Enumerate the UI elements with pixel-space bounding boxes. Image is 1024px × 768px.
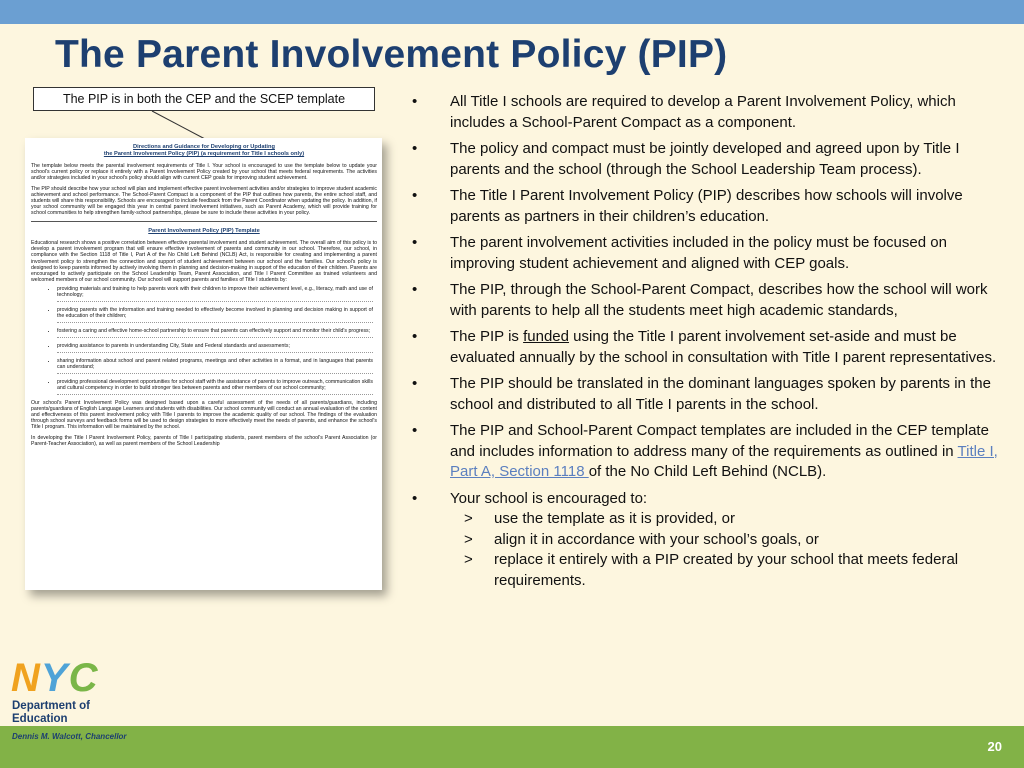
logo-department-text (12, 700, 90, 725)
sub-item (450, 530, 1002, 551)
doc-paragraph-3: Educational research shows a positive correlation between effective parental involvement and student achievement. The overall aim of this policy is to develop a parent involvement program that will ensure effective involvement of parents and community in our school. Therefore, our school, in compliance with the Section 1118 of Title I, Part A of the No Child Left Behind (NCLB) Act, is responsible for creating and implementing a parent involvement policy to strengthen the connection and support of student achievement between our school and the families. Our school's policy is designed to keep parents informed by actively involving them in planning and decision-making in support of the education of their children. Parents are encouraged to actively participate on the School Leadership Team, Parent Association, and Title I Parent Committee as trained volunteers and welcomed members of our school community. Our school will support parents and families of Title I students by: (31, 240, 377, 283)
nyc-letter-n: N (11, 656, 41, 700)
logo-chancellor: Dennis M. Walcott, Chancellor (12, 732, 127, 741)
bullet-text: All Title I schools are required to develop a Parent Involvement Policy, which includes a School-Parent Compact as a component. (450, 93, 956, 131)
bullet-text: using the Title I parent involvement set-aside and must be evaluated annually by the school in consultation with Title I parent representatives. (450, 328, 997, 366)
bullet-item (412, 374, 1002, 415)
sub-marker: > (464, 551, 473, 568)
doc-paragraph-5: In developing the Title I Parent Involvement Policy, parents of Title I participating students, parent members of the school's Parent Association (or Parent-Teacher Association), as well as parent members of the School Leadership (31, 435, 377, 448)
nyc-doe-logo (8, 657, 130, 747)
sub-list (450, 509, 1002, 591)
bullet-item (412, 489, 1002, 592)
bullet-text: The PIP, through the School-Parent Compact, describes how the school will work with parents to help all the students meet high academic standards, (450, 281, 988, 319)
bullet-marker: • (412, 140, 418, 157)
bullet-text: The parent involvement activities included in the policy must be focused on improving student achievement and aligned with CEP goals. (450, 234, 947, 272)
bullet-item (412, 421, 1002, 483)
bullet-text: The PIP should be translated in the dominant languages spoken by parents in the school and distributed to all Title I parents in the school. (450, 375, 991, 413)
bullet-text: Your school is encouraged to: (450, 489, 648, 507)
bullet-text: The PIP and School-Parent Compact templates are included in the CEP template and includes information to address many of the requirements as outlined in (450, 422, 989, 460)
top-bar (0, 0, 1024, 24)
logo-department: Department of (12, 700, 90, 712)
sub-item-text: align it in accordance with your school’s goals, or (494, 530, 819, 548)
doc-paragraph-2: The PIP should describe how your school will plan and implement effective parent involvement activities and/or strategies to improve student academic achievement and school performance. The School-Parent Compact is a component of the PIP that outlines how parents, the entire school staff, and students will share this responsibility. Schools are encouraged to include feedback from the Parent Coordinator when updating the policy. In addition, if your school community will be engaged this year in central parent involvement initiatives, such as Parent Academy, which will provide training for school communities to help strengthen family-school partnerships, please be sure to include these activities in your policy. (31, 186, 377, 217)
doc-paragraph-1: The template below meets the parental involvement requirements of Title I. Your school is encouraged to use the template below to update your school's current policy or replace it entirely with a Parent Involvement Policy created by your school that meets federal requirements. The activities and/or strategies included in your school's policy should align with current CEP goals for improving student achievement. (31, 163, 377, 182)
bottom-bar (0, 726, 1024, 768)
bullet-item (412, 327, 1002, 368)
sub-item-text: replace it entirely with a PIP created by your school that meets federal requirements. (494, 551, 959, 589)
nyc-logo-mark (11, 657, 98, 699)
slide-title: The Parent Involvement Policy (PIP) (55, 33, 728, 76)
sub-item (450, 550, 1002, 591)
bullet-marker: • (412, 328, 418, 345)
bullet-item (412, 186, 1002, 227)
doc-divider (31, 221, 377, 222)
bullet-marker: • (412, 281, 418, 298)
title-i-section-1118-link[interactable]: Title I, Part A, Section 1118 (450, 442, 998, 480)
doc-heading-1: Directions and Guidance for Developing or Updating (133, 144, 275, 150)
sub-item (450, 509, 1002, 530)
bullet-marker: • (412, 187, 418, 204)
bullet-item (412, 92, 1002, 133)
doc-template-heading: Parent Involvement Policy (PIP) Template (148, 228, 260, 235)
doc-heading-2: the Parent Involvement Policy (PIP) (a requirement for Title I schools only) (103, 151, 305, 157)
bullet-marker: • (412, 375, 418, 392)
bullet-item (412, 139, 1002, 180)
nyc-letter-c: C (68, 656, 99, 700)
doc-list-item: • sharing information about school and parent related programs, meetings and other activities in a format, and in languages that parents can understand; (57, 358, 377, 374)
doc-list-item: • providing professional development opportunities for school staff with the assistance of parents to improve outreach, communication skills and cultural competency in order to build stronger ties between parents and other members of our school community; (57, 379, 377, 395)
doc-list-item: • fostering a caring and effective home-school partnership to ensure that parents can effectively support and monitor their child's progress; (57, 328, 377, 338)
bullet-marker: • (412, 422, 418, 439)
funded-text: funded (523, 328, 569, 345)
doc-paragraph-4: Our school's Parent Involvement Policy was designed based upon a careful assessment of the needs of all parents/guardians, including parents/guardians of English Language Learners and students with disabilities. Our school community will conduct an annual evaluation of the content and effectiveness of this parent involvement policy with Title I parents to improve the academic quality of our school. The findings of the evaluation through school surveys and feedback forms will be used to design strategies to more effectively meet the needs of parents, and enhance the school's Title I program. This information will be maintained by the school. (31, 400, 377, 431)
bullet-text: The Title I Parent Involvement Policy (PIP) describes how schools will involve parents as partners in their children’s education. (450, 187, 963, 225)
bullet-marker: • (412, 93, 418, 110)
doc-list-item: • providing parents with the information and training needed to effectively become involved in planning and decision making in support of the education of their children; (57, 307, 377, 323)
doc-list (31, 286, 377, 395)
doc-list-item: • providing assistance to parents in understanding City, State and Federal standards and assessments; (57, 343, 377, 353)
bullet-text: of the No Child Left Behind (NCLB). (588, 463, 827, 480)
bullet-text: The policy and compact must be jointly developed and agreed upon by Title I parents and the school (through the School Leadership Team process). (450, 140, 960, 178)
bullet-text: The PIP is (450, 328, 524, 345)
page-number: 20 (987, 739, 1002, 754)
sub-marker: > (464, 510, 473, 527)
logo-education: Education (12, 712, 68, 725)
bullet-list (412, 92, 1002, 597)
doc-list-item: • providing materials and training to help parents work with their children to improve their achievement level, e.g., literacy, math and use of technology; (57, 286, 377, 302)
nyc-letter-y: Y (40, 656, 69, 700)
bullet-marker: • (412, 489, 418, 507)
bullet-marker: • (412, 234, 418, 251)
document-thumbnail (25, 138, 382, 590)
sub-item-text: use the template as it is provided, or (494, 510, 735, 527)
bullet-item (412, 233, 1002, 274)
bullet-item (412, 280, 1002, 321)
callout-pointer (150, 110, 220, 140)
callout-box: The PIP is in both the CEP and the SCEP template (33, 87, 375, 111)
sub-marker: > (464, 530, 473, 548)
